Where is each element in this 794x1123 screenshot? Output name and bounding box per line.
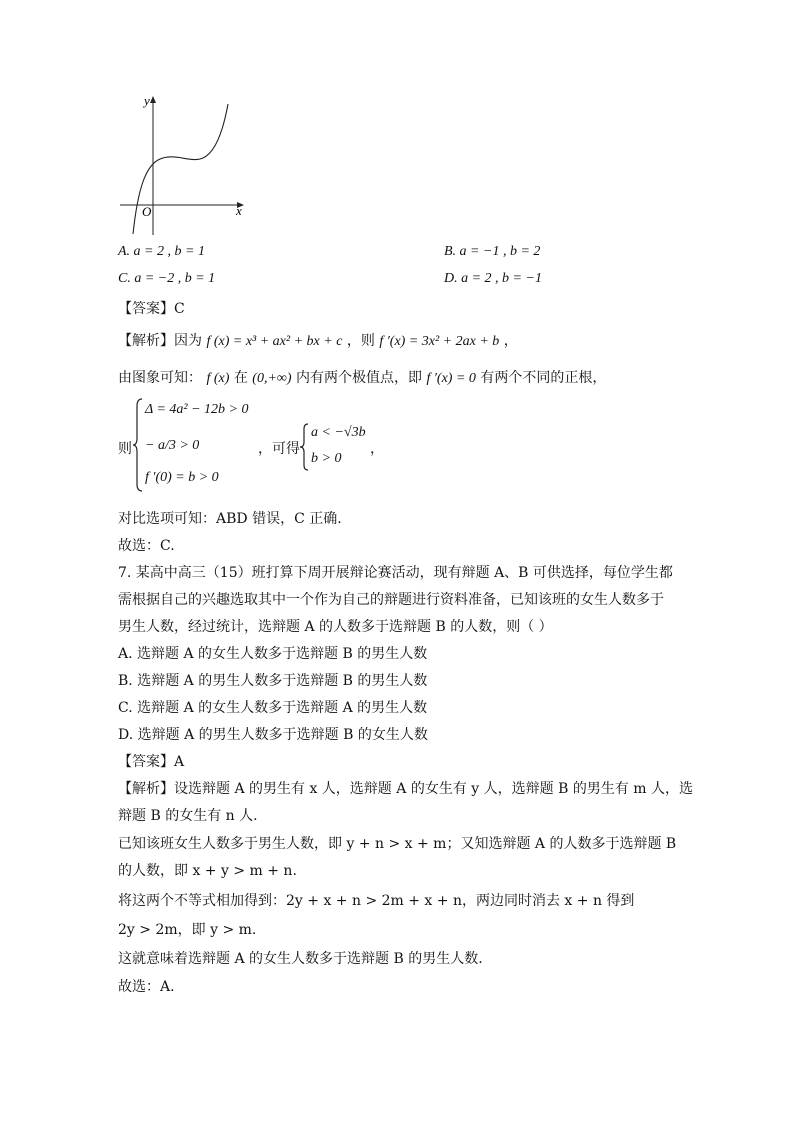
q6-option-a: A. a = 2 , b = 1	[118, 244, 205, 259]
sys1-line2: − a/3 > 0	[145, 438, 200, 453]
q6-option-c: C. a = −2 , b = 1	[118, 271, 216, 286]
formula-fprime: f ′(x) = 3x² + 2ax + b	[379, 334, 500, 349]
q7-option-d: D. 选辩题 A 的男生人数多于选辩题 B 的女生人数	[118, 727, 428, 743]
can-get-label: ，可得	[258, 441, 300, 457]
q7-explain-line5: 将这两个不等式相加得到：2y + x + n > 2m + x + n，两边同时消去 x + n 得到	[118, 893, 635, 909]
text: 在	[233, 370, 248, 386]
q6-analysis-line2	[118, 367, 606, 387]
q7-answer: 【答案】A	[118, 754, 185, 770]
cubic-graph	[118, 92, 250, 237]
q7-explain-line8: 故选：A.	[118, 979, 175, 995]
q6-compare: 对比选项可知：ABD 错误，C 正确.	[118, 511, 342, 527]
formula: f ′(x) = 0	[426, 371, 476, 386]
q7-explain-line2: 辩题 B 的女生有 n 人.	[118, 808, 258, 824]
text: 内有两个极值点，即	[296, 370, 423, 386]
text: 有两个不同的正根，	[480, 370, 607, 386]
q6-option-b: B. a = −1 , b = 2	[444, 244, 541, 259]
y-axis-arrow	[150, 96, 156, 103]
sys1-line3: f ′(0) = b > 0	[145, 470, 219, 485]
x-axis-label: x	[236, 203, 242, 218]
q6-analysis-line1	[118, 330, 518, 350]
then-label: 则	[118, 441, 132, 457]
q7-option-c: C. 选辩题 A 的女生人数多于选辩题 A 的男生人数	[118, 700, 428, 716]
left-brace-1	[133, 398, 143, 492]
comma: ，	[370, 441, 384, 457]
text: 【解析】因为	[118, 333, 202, 349]
q7-explain-line6: 2y > 2m，即 y > m.	[118, 922, 257, 938]
q6-choose: 故选：C.	[118, 538, 175, 554]
formula-interval: (0,+∞)	[252, 371, 292, 386]
formula: f (x)	[206, 371, 230, 386]
q7-stem-line2: 需根据自己的兴趣选取其中一个作为自己的辩题进行资料准备，已知该班的女生人数多于	[118, 592, 664, 608]
origin-label: O	[142, 204, 152, 219]
text: 由图象可知：	[118, 370, 202, 386]
q7-explain-line1: 【解析】设选辩题 A 的男生有 x 人，选辩题 A 的女生有 y 人，选辩题 B 的男生有 m 人，选	[118, 781, 693, 797]
text: ，	[503, 333, 518, 349]
q7-option-a: A. 选辩题 A 的女生人数多于选辩题 B 的男生人数	[118, 646, 428, 662]
sys2-line2: b > 0	[311, 451, 342, 466]
sys2-line1: a < −√3b	[311, 425, 366, 440]
q7-option-b: B. 选辩题 A 的男生人数多于选辩题 B 的男生人数	[118, 673, 428, 689]
left-brace-2	[300, 423, 309, 471]
q7-stem-line1: 7. 某高中高三（15）班打算下周开展辩论赛活动，现有辩题 A、B 可供选择，每位学生都	[118, 565, 673, 581]
q7-explain-line4: 的人数，即 x + y > m + n.	[118, 863, 297, 879]
sys1-line1: Δ = 4a² − 12b > 0	[145, 402, 249, 417]
q6-option-d: D. a = 2 , b = −1	[444, 271, 542, 286]
q7-explain-line7: 这就意味着选辩题 A 的女生人数多于选辩题 B 的男生人数.	[118, 951, 483, 967]
q7-explain-line3: 已知该班女生人数多于男生人数，即 y + n > x + m；又知选辩题 A 的人数多于选辩题 B	[118, 836, 677, 852]
q6-answer: 【答案】C	[118, 301, 185, 317]
formula-f: f (x) = x³ + ax² + bx + c	[206, 334, 343, 349]
y-axis-label: y	[144, 93, 150, 108]
q7-stem-line3: 男生人数，经过统计，选辩题 A 的人数多于选辩题 B 的人数，则（ ）	[118, 619, 553, 635]
text: ，则	[346, 333, 375, 349]
